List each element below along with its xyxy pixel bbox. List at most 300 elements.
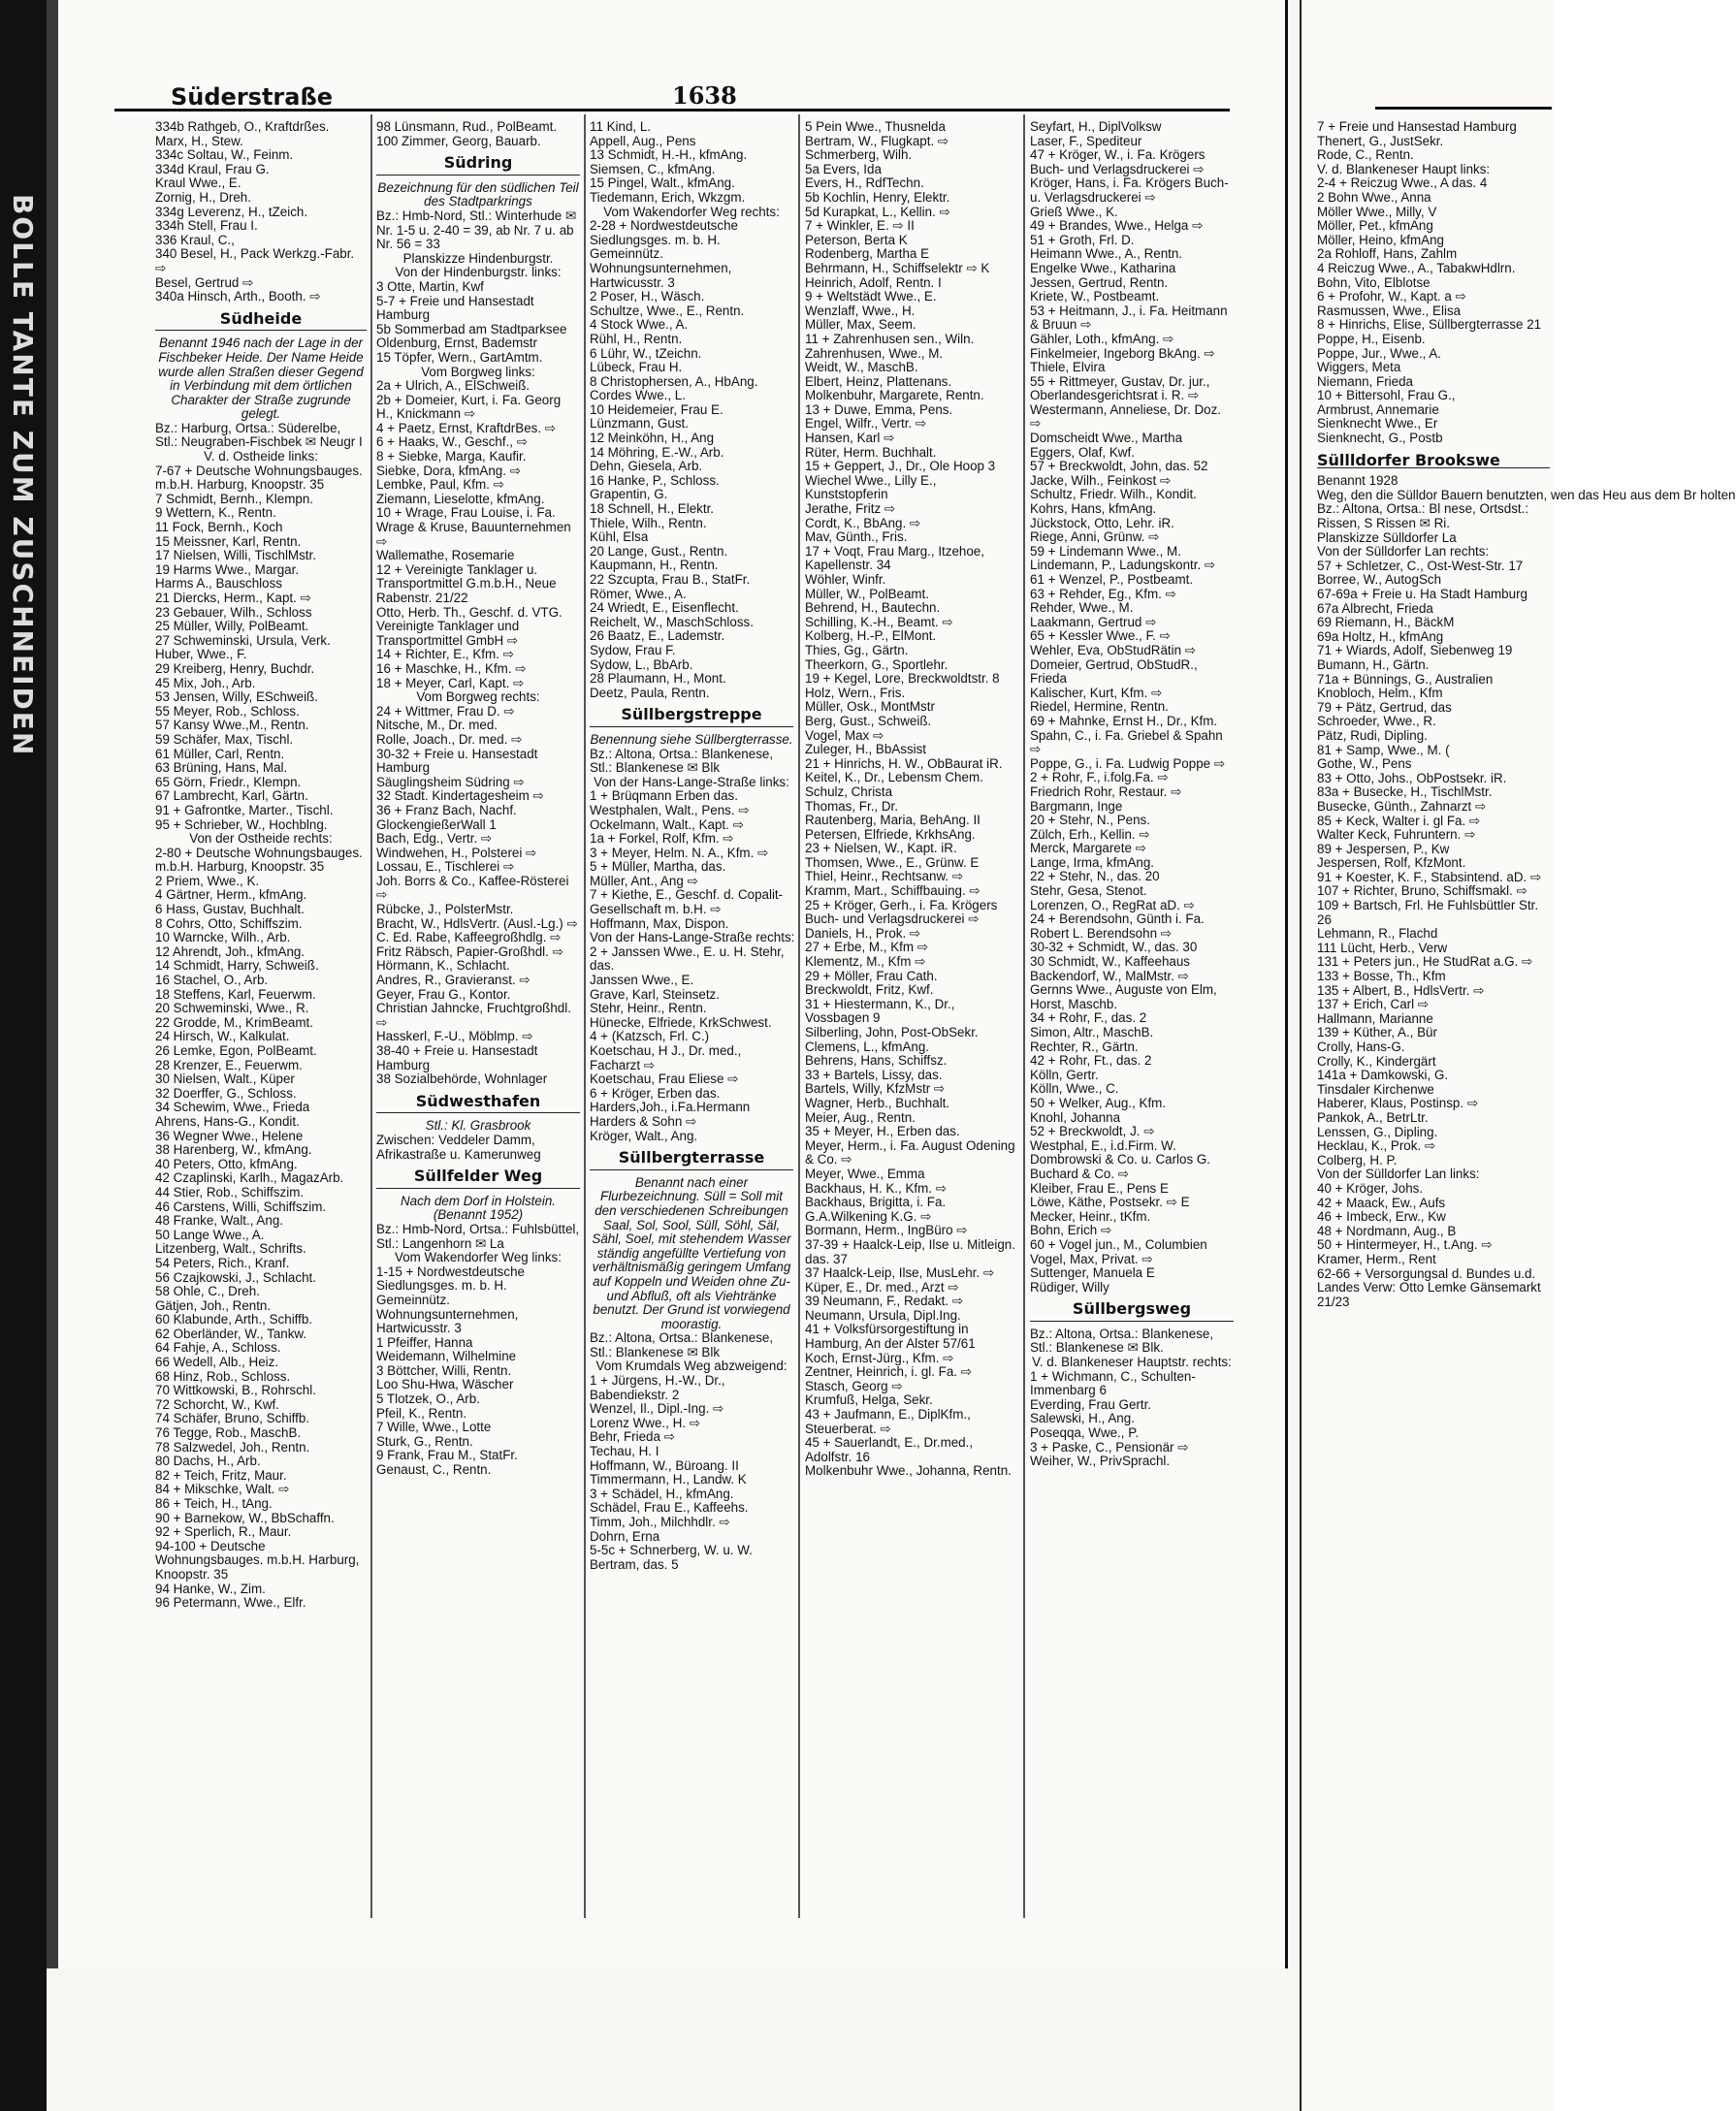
directory-entry: 52 + Breckwoldt, J. ⇨ [1030, 1124, 1155, 1139]
directory-entry: Simon, Altr., MaschB. [1030, 1025, 1154, 1040]
directory-entry: 48 + Nordmann, Aug., B [1317, 1223, 1457, 1238]
directory-entry: Sienknecht Wwe., Er [1317, 416, 1438, 432]
street-heading: Südring [376, 156, 580, 176]
directory-entry: Fritz Räbsch, Papier-Großhdl. ⇨ [376, 944, 563, 959]
directory-entry: Huber, Wwe., F. [155, 647, 247, 662]
directory-entry: Lange, Irma, kfmAng. [1030, 854, 1155, 870]
directory-entry: 22 + Stehr, N., das. 20 [1030, 869, 1160, 884]
directory-entry: 334c Soltau, W., Feinm. [155, 147, 294, 163]
directory-entry: 46 Carstens, Willi, Schiffszim. [155, 1199, 327, 1214]
directory-entry: 29 Kreiberg, Henry, Buchdr. [155, 660, 315, 676]
directory-entry: Koetschau, H J., Dr. med., Facharzt ⇨ [590, 1043, 742, 1072]
directory-entry: Gernns Wwe., Auguste von Elm, Horst, Maschb. [1030, 982, 1217, 1011]
directory-entry: 4 Stock Wwe., A. [590, 317, 689, 333]
directory-entry: 5-7 + Freie und Hansestadt Hamburg [376, 293, 534, 323]
directory-entry: Sturk, G., Rentn. [376, 1433, 473, 1449]
directory-entry: 8 + Hinrichs, Elise, Süllbergterrasse 21 [1317, 317, 1542, 333]
directory-entry: Meyer, Herm., i. Fa. August Odening & Co. ⇨ [805, 1137, 1015, 1167]
directory-entry: 137 + Erich, Carl ⇨ [1317, 997, 1430, 1012]
directory-entry: Thies, Gg., Gärtn. [805, 642, 909, 657]
directory-entry: Kohrs, Hans, kfmAng. [1030, 501, 1157, 517]
directory-entry: Breckwoldt, Fritz, Kwf. [805, 982, 934, 998]
directory-entry: 21 + Hinrichs, H. W., ObBaurat iR. [805, 755, 1003, 771]
street-heading: Südwesthafen [376, 1095, 580, 1114]
directory-entry: 5-5c + Schnerberg, W. u. W. Bertram, das. 5 [590, 1543, 753, 1572]
directory-entry: 2-28 + Nordwestdeutsche Siedlungsges. m. b. H. Gemeinnütz. Wohnungsunternehmen, Hartwicusstr. 3 [590, 218, 738, 290]
section-subheading: V. d. Ostheide links: [204, 449, 318, 464]
directory-entry: 63 Brüning, Hans, Mal. [155, 760, 288, 776]
directory-entry: Bach, Edg., Vertr. ⇨ [376, 831, 493, 847]
page-header [114, 76, 1230, 112]
directory-entry: 60 + Vogel jun., M., Columbien [1030, 1236, 1207, 1252]
directory-entry: Busecke, Günth., Zahnarzt ⇨ [1317, 798, 1487, 814]
directory-entry: 5 Tlotzek, O., Arb. [376, 1391, 480, 1407]
directory-entry: 94-100 + Deutsche Wohnungsbauges. m.b.H. Harburg, Knoopstr. 35 [155, 1538, 360, 1582]
directory-entry: C. Ed. Rabe, Kaffeegroßhdlg. ⇨ [376, 930, 562, 945]
directory-entry: Gätjen, Joh., Rentn. [155, 1297, 272, 1313]
directory-entry: Pfeil, K., Rentn. [376, 1405, 467, 1421]
directory-entry: Lembke, Paul, Kfm. ⇨ [376, 477, 504, 493]
directory-entry: 62-66 + Versorgungsal d. Bundes u.d. Landes Verw: Otto Lemke Gänsemarkt 21/23 [1317, 1265, 1541, 1309]
directory-entry: Gähler, Loth., kfmAng. ⇨ [1030, 331, 1174, 346]
directory-entry: Wenzlaff, Wwe., H. [805, 303, 916, 318]
directory-entry: Säuglingsheim Südring ⇨ [376, 774, 525, 789]
directory-entry: Thomas, Fr., Dr. [805, 798, 898, 814]
directory-entry: Genaust, C., Rentn. [376, 1462, 492, 1478]
directory-entry: Jerathe, Fritz ⇨ [805, 501, 896, 517]
directory-entry: 21 Diercks, Herm., Kapt. ⇨ [155, 591, 311, 605]
directory-entry: 59 Schäfer, Max, Tischl. [155, 731, 294, 747]
directory-entry: Thiel, Heinr., Rechtsanw. ⇨ [805, 869, 964, 884]
directory-entry: 84 + Mikschke, Walt. ⇨ [155, 1482, 290, 1497]
directory-entry: Stehr, Gesa, Stenot. [1030, 883, 1147, 899]
street-heading: Südheide [155, 312, 367, 332]
directory-entry: 8 + Siebke, Marga, Kaufir. [376, 449, 527, 464]
directory-entry: 30 Nielsen, Walt., Küper [155, 1071, 295, 1087]
street-running-head: Süderstraße [171, 83, 333, 111]
directory-entry: 78 Salzwedel, Joh., Rentn. [155, 1439, 310, 1455]
directory-entry: Behrmann, H., Schiffselektr ⇨ K [805, 260, 990, 275]
directory-entry: Römer, Wwe., A. [590, 586, 687, 601]
directory-entry: Schulz, Christa [805, 784, 893, 799]
directory-entry: Lenssen, G., Dipling. [1317, 1124, 1438, 1139]
facing-page-column [1317, 119, 1736, 1309]
directory-entry: 30-32 + Schmidt, W., das. 30 [1030, 940, 1198, 955]
directory-entry: 13 + Duwe, Emma, Pens. [805, 401, 953, 417]
directory-entry: Besel, Gertrud ⇨ [155, 274, 254, 290]
directory-entry: 28 Krenzer, E., Feuerwm. [155, 1057, 303, 1072]
directory-entry: Christian Jahncke, Fruchtgroßhdl. ⇨ [376, 1001, 571, 1030]
directory-entry: 36 + Franz Bach, Nachf. GlockengießerWall 1 [376, 802, 517, 832]
directory-entry: 69 + Mahnke, Ernst H., Dr., Kfm. [1030, 713, 1218, 728]
directory-entry: 96 Petermann, Wwe., Elfr. [155, 1595, 306, 1611]
section-subheading: Vom Borgweg rechts: [416, 689, 540, 705]
directory-entry: Bumann, H., Gärtn. [1317, 656, 1430, 672]
directory-entry: Bz.: Altona, Ortsa.: Blankenese, Stl.: Blankenese ✉ Blk [590, 746, 774, 776]
directory-entry: 4 + (Katzsch, Frl. C.) [590, 1029, 710, 1044]
directory-entry: Sydow, Frau F. [590, 642, 676, 657]
directory-entry: 71a + Bünnings, G., Australien [1317, 671, 1494, 687]
directory-entry: Cordes Wwe., L. [590, 388, 686, 403]
directory-entry: Knohl, Johanna [1030, 1109, 1121, 1125]
directory-entry: 9 Frank, Frau M., StatFr. [376, 1448, 518, 1463]
directory-entry: Friedrich Rohr, Restaur. ⇨ [1030, 784, 1182, 799]
directory-entry: Möller, Heino, kfmAng [1317, 232, 1444, 247]
directory-entry: 334b Rathgeb, O., Kraftdrßes. [155, 119, 330, 134]
directory-entry: Techau, H. I [590, 1444, 659, 1459]
directory-entry: 334d Kraul, Frau G. [155, 161, 270, 176]
directory-entry: 45 Mix, Joh., Arb. [155, 675, 256, 690]
directory-entry: 131 + Peters jun., He StudRat a.G. ⇨ [1317, 954, 1533, 970]
directory-entry: Litzenberg, Walt., Schrifts. [155, 1241, 306, 1257]
directory-entry: 19 + Kegel, Lore, Breckwoldtstr. 8 [805, 671, 1000, 687]
directory-entry: Theerkorn, G., Sportlehr. [805, 656, 948, 672]
directory-entry: 62 Oberländer, W., Tankw. [155, 1326, 307, 1341]
directory-entry: 10 Warncke, Wilh., Arb. [155, 930, 291, 945]
directory-entry: Kolberg, H.-P., ElMont. [805, 628, 937, 644]
directory-entry: 30-32 + Freie u. Hansestadt Hamburg [376, 746, 538, 776]
directory-entry: 67 Lambrecht, Karl, Gärtn. [155, 788, 308, 804]
directory-entry: 50 Lange Wwe., A. [155, 1227, 265, 1242]
directory-entry: Geyer, Frau G., Kontor. [376, 986, 511, 1002]
directory-entry: Kölln, Gertr. [1030, 1067, 1099, 1082]
directory-entry: Tinsdaler Kirchenwe [1317, 1081, 1434, 1097]
directory-entry: 90 + Barnekow, W., BbSchaffn. [155, 1510, 335, 1525]
directory-entry: Poseqqa, Wwe., P. [1030, 1425, 1140, 1441]
directory-entry: Poppe, G., i. Fa. Ludwig Poppe ⇨ [1030, 755, 1226, 771]
directory-entry: 85 + Keck, Walter i. gl Fa. ⇨ [1317, 813, 1481, 828]
directory-entry: Knobloch, Helm., Kfm [1317, 686, 1443, 701]
directory-entry: 50 + Hintermeyer, H., t.Ang. ⇨ [1317, 1237, 1493, 1253]
directory-entry: Mecker, Heinr., tKfm. [1030, 1208, 1151, 1224]
directory-entry: 53 + Heitmann, J., i. Fa. Heitmann & Bruun ⇨ [1030, 303, 1228, 333]
directory-entry: 5b Kochlin, Henry, Elektr. [805, 189, 950, 205]
directory-entry: Rechter, R., Gärtn. [1030, 1039, 1139, 1054]
directory-entry: Hansen, Karl ⇨ [805, 431, 895, 446]
directory-entry: 100 Zimmer, Georg, Bauarb. [376, 133, 541, 148]
directory-entry: 55 Meyer, Rob., Schloss. [155, 703, 300, 719]
directory-entry: Bracht, W., HdlsVertr. (Ausl.-Lg.) ⇨ [376, 915, 578, 931]
directory-entry: Jespersen, Rolf, KfzMont. [1317, 855, 1466, 871]
directory-entry: Lorenz Wwe., H. ⇨ [590, 1415, 700, 1430]
directory-entry: 13 Schmidt, H.-H., kfmAng. [590, 147, 748, 163]
directory-entry: Engelke Wwe., Katharina [1030, 260, 1176, 275]
directory-entry: Kölln, Wwe., C. [1030, 1081, 1119, 1097]
directory-entry: Müller, Ant., Ang ⇨ [590, 873, 698, 888]
directory-entry: 133 + Bosse, Th., Kfm [1317, 969, 1446, 984]
directory-entry: Sydow, L., BbArb. [590, 656, 693, 672]
directory-entry: Schroeder, Wwe., R. [1317, 714, 1436, 729]
directory-entry: Kalischer, Kurt, Kfm. ⇨ [1030, 685, 1163, 700]
directory-entry: Marx, H., Stew. [155, 133, 243, 148]
directory-entry: 12 Meinköhn, H., Ang [590, 431, 715, 446]
directory-entry: 42 + Maack, Ew., Aufs [1317, 1195, 1446, 1210]
directory-entry: Wöhler, Winfr. [805, 572, 886, 587]
directory-entry: Rübcke, J., PolsterMstr. [376, 902, 514, 917]
directory-entry: 18 + Meyer, Carl, Kapt. ⇨ [376, 675, 525, 690]
directory-entry: Wallemathe, Rosemarie [376, 548, 515, 563]
directory-entry: 5 Pein Wwe., Thusnelda [805, 119, 946, 134]
section-subheading: Von der Ostheide rechts: [189, 831, 333, 847]
directory-entry: Engel, Wilfr., Vertr. ⇨ [805, 416, 927, 432]
directory-entry: Clemens, L., kfmAng. [805, 1039, 930, 1054]
directory-entry: 7 + Freie und Hansestad Hamburg [1317, 119, 1517, 134]
directory-entry: Andres, R., Gravieranst. ⇨ [376, 973, 530, 988]
directory-entry: 26 Baatz, E., Lademstr. [590, 628, 725, 644]
directory-entry: 6 Hass, Gustav, Buchhalt. [155, 902, 305, 917]
directory-entry: Appell, Aug., Pens [590, 133, 696, 148]
directory-entry: 47 + Kröger, W., i. Fa. Krögers Buch- und Verlagsdruckerei ⇨ [1030, 147, 1206, 176]
directory-entry: 55 + Rittmeyer, Gustav, Dr. jur., Oberlandesgerichtsrat i. R. ⇨ [1030, 373, 1210, 403]
margin-note: BOLLE TANTE ZUM ZUSCHNEIDEN [7, 194, 39, 757]
directory-entry: 3 + Paske, C., Pensionär ⇨ [1030, 1439, 1189, 1455]
directory-entry: 5 + Müller, Martha, das. [590, 859, 726, 875]
directory-entry: Bz.: Altona, Ortsa.: Blankenese, Stl.: Blankenese ✉ Blk. [1030, 1326, 1214, 1356]
street-heading: Süllbergterrasse [590, 1151, 793, 1170]
directory-entry: Timmermann, H., Landw. K [590, 1472, 747, 1487]
directory-entry: 28 Plaumann, H., Mont. [590, 671, 726, 687]
directory-entry: 336 Kraul, C., [155, 232, 235, 247]
directory-entry: 57 + Breckwoldt, John, das. 52 [1030, 459, 1208, 474]
directory-entry: Möller Wwe., Milly, V [1317, 204, 1437, 219]
directory-entry: 109 + Bartsch, Frl. He Fuhlsbüttler Str. 26 [1317, 898, 1539, 927]
directory-entry: Rasmussen, Wwe., Elisa [1317, 303, 1462, 318]
directory-entry: 20 + Stehr, N., Pens. [1030, 813, 1150, 828]
directory-entry: 53 Jensen, Willy, ESchweiß. [155, 689, 318, 705]
directory-entry: 81 + Samp, Wwe., M. ( [1317, 742, 1450, 757]
directory-entry: Lorenzen, O., RegRat aD. ⇨ [1030, 897, 1195, 912]
directory-entry: 80 Dachs, H., Arb. [155, 1454, 261, 1469]
directory-entry: 33 + Bartels, Lissy, das. [805, 1067, 943, 1082]
column-divider [584, 114, 586, 1918]
directory-entry: Hecklau, K., Prok. ⇨ [1317, 1138, 1436, 1154]
directory-entry: Kühl, Elsa [590, 529, 649, 545]
directory-entry: Küper, E., Dr. med., Arzt ⇨ [805, 1279, 959, 1295]
directory-entry: Jückstock, Otto, Lehr. iR. [1030, 515, 1174, 530]
directory-entry: Thomsen, Wwe., E., Grünw. E [805, 854, 980, 870]
directory-entry: Meier, Aug., Rentn. [805, 1109, 916, 1125]
directory-entry: 58 Ohle, C., Dreh. [155, 1284, 260, 1299]
directory-entry: 11 Kind, L. [590, 119, 652, 134]
directory-entry: Laakmann, Gertrud ⇨ [1030, 614, 1157, 629]
directory-entry: Rüdiger, Willy [1030, 1279, 1109, 1295]
directory-entry: 37 Haalck-Leip, Ilse, MusLehr. ⇨ [805, 1265, 995, 1281]
directory-entry: 71 + Wiards, Adolf, Siebenweg 19 [1317, 643, 1513, 658]
directory-entry: Jessen, Gertrud, Rentn. [1030, 274, 1169, 290]
directory-entry: Grapentin, G. [590, 487, 668, 502]
directory-entry: 15 + Geppert, J., Dr., Ole Hoop 3 [805, 459, 996, 474]
directory-entry: 29 + Möller, Frau Cath. [805, 968, 938, 983]
directory-entry: 141a + Damkowski, G. [1317, 1068, 1449, 1083]
directory-entry: Zahrenhusen, Wwe., M. [805, 345, 944, 361]
directory-entry: Ziemann, Lieselotte, kfmAng. [376, 491, 545, 506]
directory-entry: Rühl, H., Rentn. [590, 331, 683, 346]
directory-entry: Meyer, Wwe., Emma [805, 1166, 925, 1181]
directory-entry: Haberer, Klaus, Postinsp. ⇨ [1317, 1096, 1479, 1111]
directory-entry: Laser, F., Spediteur [1030, 133, 1142, 148]
directory-entry: Müller, W., PolBeamt. [805, 586, 929, 601]
directory-entry: Holz, Wern., Fris. [805, 685, 906, 700]
directory-entry: Neumann, Ursula, Dipl.Ing. [805, 1307, 961, 1323]
directory-entry: Stasch, Georg ⇨ [805, 1378, 903, 1393]
directory-entry: 40 + Kröger, Johs. [1317, 1180, 1424, 1196]
directory-entry: 57 + Schletzer, C., Ost-West-Str. 17 [1317, 558, 1524, 573]
directory-entry: Kriete, W., Postbeamt. [1030, 289, 1160, 304]
directory-entry: Everding, Frau Gertr. [1030, 1396, 1152, 1412]
directory-entry: 68 Hinz, Rob., Schloss. [155, 1368, 291, 1384]
directory-entry: Hünecke, Elfriede, KrkSchwest. [590, 1014, 772, 1030]
directory-entry: Sienknecht, G., Postb [1317, 431, 1443, 446]
directory-entry: Harms A., Bauschloss [155, 576, 282, 592]
street-note: Benannt 1928 [1317, 473, 1398, 489]
directory-entry: 15 Töpfer, Wern., GartAmtm. [376, 349, 543, 365]
directory-entry: Armbrust, Annemarie [1317, 401, 1439, 417]
directory-entry: Daniels, H., Prok. ⇨ [805, 925, 921, 941]
directory-entry: 34 + Rohr, F., das. 2 [1030, 1010, 1147, 1026]
section-subheading: Von der Hans-Lange-Straße rechts: [590, 930, 795, 945]
street-heading: Süllfelder Weg [376, 1169, 580, 1189]
directory-entry: 27 Schweminski, Ursula, Verk. [155, 632, 331, 648]
directory-entry: 6 + Kröger, Erben das. [590, 1085, 721, 1101]
directory-entry: 67a Albrecht, Frieda [1317, 600, 1433, 616]
directory-entry: Hoffmann, W., Büroang. II [590, 1457, 739, 1473]
directory-entry: Rode, C., Rentn. [1317, 147, 1414, 163]
directory-entry: 31 + Hiestermann, K., Dr., Vossbagen 9 [805, 996, 955, 1026]
section-subheading: Vom Wakendorfer Weg rechts: [603, 204, 780, 219]
directory-entry: 20 Schweminski, Wwe., R. [155, 1001, 309, 1016]
directory-entry: 1 + Brüqmann Erben das. Westphalen, Walt., Pens. ⇨ [590, 788, 750, 817]
street-heading: Süllldorfer Brookswe [1317, 454, 1550, 469]
directory-entry: 10 + Bittersohl, Frau G., [1317, 388, 1456, 403]
directory-entry: Kramer, Herm., Rent [1317, 1251, 1436, 1266]
directory-entry: 11 + Zahrenhusen sen., Wiln. [805, 331, 975, 346]
directory-entry: 54 Peters, Rich., Kranf. [155, 1255, 290, 1270]
directory-entry: Poppe, H., Eisenb. [1317, 331, 1426, 346]
directory-entry: Dehn, Giesela, Arb. [590, 459, 703, 474]
directory-entry: Bargmann, Inge [1030, 798, 1123, 814]
directory-entry: Deetz, Paula, Rentn. [590, 685, 710, 700]
directory-entry: Bohn, Erich ⇨ [1030, 1223, 1112, 1238]
directory-entry: 61 Müller, Carl, Rentn. [155, 746, 285, 761]
directory-entry: Weidemann, Wilhelmine [376, 1349, 517, 1364]
directory-entry: Lossau, E., Tischlerei ⇨ [376, 859, 515, 875]
directory-column-2 [376, 120, 580, 1478]
directory-entry: Bz.: Harburg, Ortsa.: Süderelbe, Stl.: Neugraben-Fischbek ✉ Neugr I [155, 420, 363, 450]
directory-entry: 42 Czaplinski, Karlh., MagazArb. [155, 1170, 344, 1186]
street-note: Bezeichnung für den südlichen Teil des Stadtparkrings [377, 179, 579, 209]
directory-entry: Vogel, Max, Privat. ⇨ [1030, 1251, 1153, 1266]
directory-entry: 86 + Teich, H., tAng. [155, 1496, 273, 1511]
section-subheading: V. d. Blankeneser Haupt links: [1317, 161, 1491, 176]
directory-entry: 18 Steffens, Karl, Feuerwm. [155, 986, 316, 1002]
directory-entry: 83 + Otto, Johs., ObPostsekr. iR. [1317, 770, 1507, 785]
directory-entry: Thenert, G., JustSekr. [1317, 133, 1444, 148]
page-number: 1638 [672, 81, 737, 110]
directory-entry: Löwe, Käthe, Postsekr. ⇨ E [1030, 1195, 1190, 1210]
directory-entry: 17 Nielsen, Willi, TischlMstr. [155, 548, 316, 563]
directory-entry: Wagner, Herb., Buchhalt. [805, 1095, 950, 1110]
directory-entry: Kröger, Hans, i. Fa. Krögers Buch- u. Verlagsdruckerei ⇨ [1030, 176, 1229, 205]
directory-entry: 51 + Groth, Frl. D. [1030, 232, 1135, 247]
directory-entry: 40 Peters, Otto, kfmAng. [155, 1156, 298, 1171]
directory-entry: Windwehen, H., Polsterei ⇨ [376, 845, 537, 860]
directory-entry: 16 + Maschke, H., Kfm. ⇨ [376, 660, 527, 676]
directory-entry: 14 + Richter, E., Kfm. ⇨ [376, 647, 514, 662]
section-subheading: Planskizze Sülldorfer La [1317, 529, 1457, 545]
directory-entry: 135 + Albert, B., HdlsVertr. ⇨ [1317, 982, 1485, 998]
directory-entry: 27 + Erbe, M., Kfm ⇨ [805, 940, 928, 955]
directory-entry: 4 + Paetz, Ernst, KraftdrBes. ⇨ [376, 420, 557, 435]
directory-entry: 36 Wegner Wwe., Helene [155, 1128, 304, 1143]
directory-entry: 2-4 + Reiczug Wwe., A das. 4 [1317, 176, 1488, 191]
section-subheading: Planskizze Hindenburgstr. [402, 250, 554, 266]
directory-entry: Mav, Günth., Fris. [805, 529, 908, 545]
directory-entry: 48 Franke, Walt., Ang. [155, 1213, 283, 1229]
directory-entry: 139 + Küther, A., Bür [1317, 1025, 1437, 1040]
directory-entry: Domeier, Gertrud, ObStudR., Frieda [1030, 656, 1198, 687]
section-subheading: Vom Borgweg links: [421, 364, 535, 379]
directory-entry: Zwischen: Veddeler Damm, Afrikastraße u. Kamerunweg [376, 1132, 541, 1162]
directory-entry: Pankok, A., BetrLtr. [1317, 1109, 1429, 1125]
directory-entry: 38 Sozialbehörde, Wohnlager [376, 1071, 548, 1087]
section-subheading: Vom Wakendorfer Weg links: [395, 1250, 562, 1265]
directory-entry: 67-69a + Freie u. Ha Stadt Hamburg [1317, 587, 1527, 601]
directory-entry: Bz.: Altona, Ortsa.: Bl nese, Ortsdst.: Rissen, S Rissen ✉ Ri. [1317, 501, 1529, 531]
street-note: Stl.: Kl. Grasbrook [425, 1118, 531, 1134]
directory-entry: 3 Otte, Martin, Kwf [376, 278, 484, 294]
directory-entry: 7 Wille, Wwe., Lotte [376, 1420, 492, 1435]
directory-entry: Crolly, Hans-G. [1317, 1040, 1405, 1054]
directory-entry: Westphal, E., i.d.Firm. W. Dombrowski & Co. u. Carlos G. Buchard & Co. ⇨ [1030, 1137, 1211, 1181]
directory-entry: 12 + Vereinigte Tanklager u. Transportmittel G.m.b.H., Neue Rabenstr. 21/22 [376, 561, 557, 605]
directory-entry: Walter Keck, Fuhruntern. ⇨ [1317, 827, 1476, 843]
directory-entry: Rodenberg, Martha E [805, 246, 930, 262]
directory-entry: Wiggers, Meta [1317, 360, 1401, 375]
directory-entry: 42 + Rohr, Ft., das. 2 [1030, 1053, 1152, 1069]
directory-entry: Wrage & Kruse, Bauunternehmen ⇨ [376, 520, 571, 549]
directory-entry: 46 + Imbeck, Erw., Kw [1317, 1209, 1446, 1225]
directory-entry: 2-80 + Deutsche Wohnungsbauges. m.b.H. Harburg, Knoopstr. 35 [155, 845, 363, 875]
street-note: Benannt nach einer Flurbezeichnung. Süll = Soll mit den verschiedenen Schreibungen Saal, Sol, Sool, Süll, Söhl, Säl, Sähl, Soel, mit stehendem Wasser ständig angefüllte Vertiefung von verhältnismäßig geringem Umfang auf Koppeln und Weiden ohne Zu- und Abfluß, oft als Viehtränke benutzt. Der Grund ist vorwiegend moorastig. [592, 1174, 791, 1331]
directory-entry: Backhaus, H. K., Kfm. ⇨ [805, 1180, 947, 1196]
directory-entry: Weiher, W., PrivSprachl. [1030, 1454, 1171, 1469]
directory-entry: 11 Fock, Bernh., Koch [155, 520, 283, 535]
directory-entry: 107 + Richter, Bruno, Schiffsmakl. ⇨ [1317, 883, 1527, 899]
directory-entry: Bartels, Willy, KfzMstr ⇨ [805, 1081, 946, 1097]
directory-entry: Rolle, Joach., Dr. med. ⇨ [376, 731, 523, 747]
directory-entry: 24 Hirsch, W., Kalkulat. [155, 1029, 290, 1044]
directory-entry: Möller, Pet., kfmAng [1317, 218, 1433, 234]
spine-shadow [47, 0, 58, 1968]
directory-entry: 12 Ahrendt, Joh., kfmAng. [155, 944, 305, 959]
directory-entry: Wenzel, Il., Dipl.-Ing. ⇨ [590, 1401, 724, 1417]
directory-entry: Otto, Herb. Th., Geschf. d. VTG. Vereinigte Tanklager und Transportmittel GmbH ⇨ [376, 604, 563, 648]
directory-entry: Niemann, Frieda [1317, 373, 1413, 389]
directory-entry: 2 Bohn Wwe., Anna [1317, 189, 1431, 205]
directory-entry: 22 Grodde, M., KrimBeamt. [155, 1014, 313, 1030]
directory-entry: Müller, Osk., MontMstr [805, 699, 935, 715]
directory-entry: 61 + Wenzel, P., Postbeamt. [1030, 572, 1194, 587]
section-subheading: Von der Hindenburgstr. links: [395, 265, 562, 280]
directory-entry: Janssen Wwe., E. [590, 973, 694, 988]
directory-entry: 41 + Volksfürsorgestiftung in Hamburg, An der Alster 57/61 [805, 1322, 976, 1352]
directory-entry: 95 + Schrieber, W., Hochblng. [155, 816, 328, 832]
directory-entry: Kramm, Mart., Schiffbauing. ⇨ [805, 883, 981, 899]
directory-entry: Schilling, K.-H., Beamt. ⇨ [805, 614, 953, 629]
street-note: Benannt 1946 nach der Lage in der Fischbeker Heide. Der Name Heide wurde allen Straßen dieser Gegend in Verbindung mit dem örtlichen Charakter der Straße zugrunde gelegt. [158, 336, 364, 422]
directory-entry: 4 Reiczug Wwe., A., TabakwHdlrn. [1317, 260, 1516, 275]
directory-entry: Zuleger, H., BbAssist [805, 742, 927, 757]
